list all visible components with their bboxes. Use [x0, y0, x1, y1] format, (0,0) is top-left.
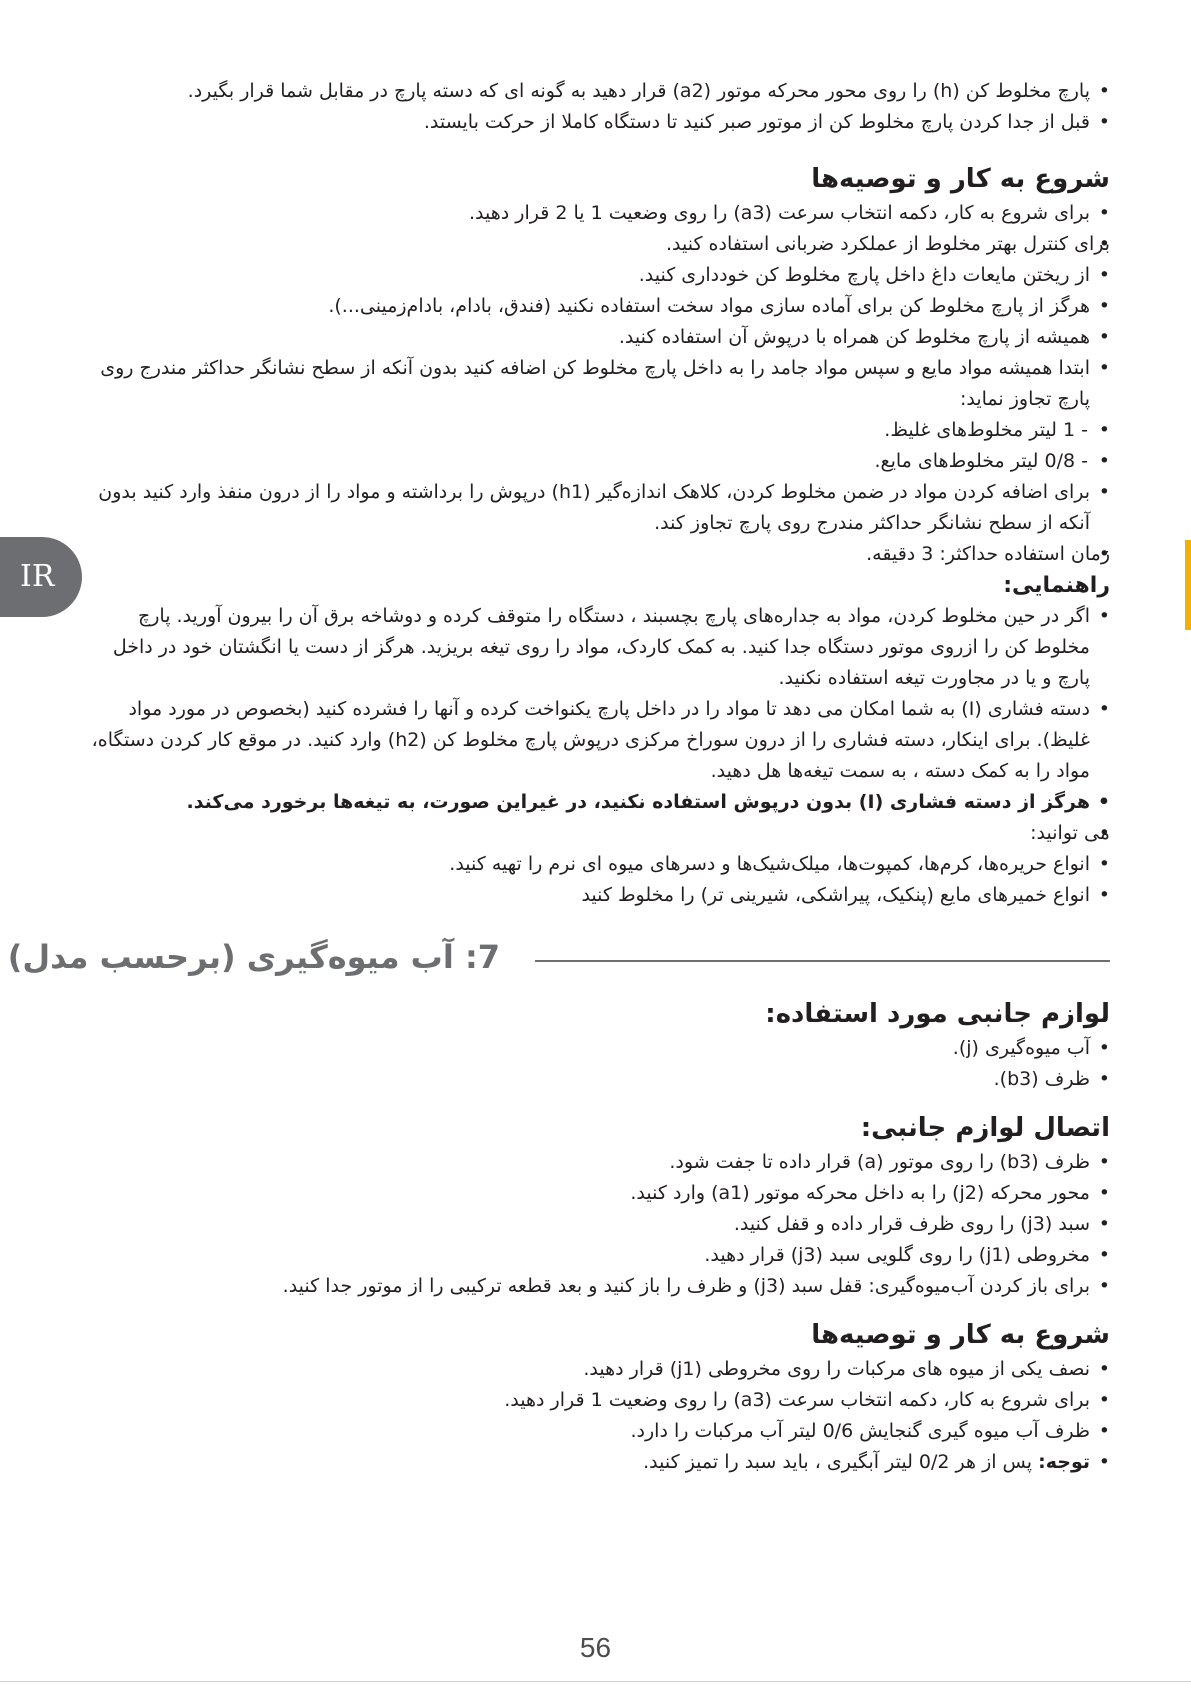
list-item: • دسته فشاری (I) به شما امکان می دهد تا مواد را در داخل پارچ یکنواخت کرده و آنها را فشرده کنید (بخصوص در مورد مواد غلیظ). برای اینکار، دسته فشاری را از درون سوراخ مرکزی درپوش پارچ مخلوط کن (h2) وارد کنید. در موقع کار کردن دستگاه، مواد را به کمک دسته ، به سمت تیغه‌ها هل دهید. [80, 694, 1110, 787]
list-item: • آب میوه‌گیری (j). [80, 1033, 1110, 1064]
list-item: • برای شروع به کار، دکمه انتخاب سرعت (a3) را روی وضعیت 1 یا 2 قرار دهید. [80, 198, 1110, 229]
paragraph: • زمان استفاده حداکثر: 3 دقیقه. [80, 539, 1110, 570]
list-item: • همیشه از پارچ مخلوط کن همراه با درپوش آن استفاده کنید. [80, 322, 1110, 353]
startup-list [80, 198, 1110, 570]
sub-item: • - 1 لیتر مخلوط‌های غلیظ. [80, 415, 1110, 446]
edge-color-marker [1185, 540, 1191, 630]
tips-list [80, 601, 1110, 911]
section-divider [535, 960, 1110, 962]
juicer-instructions [80, 995, 1110, 1478]
language-tab-label: IR [20, 559, 55, 594]
list-item: • قبل از جدا کردن پارچ مخلوط کن از موتور صبر کنید تا دستگاه کاملا از حرکت بایستد. [80, 107, 1110, 138]
tips-heading: راهنمایی: [1003, 573, 1110, 598]
list-item: • ظرف (b3) را روی موتور (a) قرار داده تا جفت شود. [80, 1147, 1110, 1178]
list-item: • انواع حریره‌ها، کرم‌ها، کمپوت‌ها، میلک‌شیک‌ها و دسرهای میوه ای نرم را تهیه کنید. [80, 849, 1110, 880]
list-item: • ظرف آب میوه گیری گنجایش 0/6 لیتر آب مرکبات را دارد. [80, 1416, 1110, 1447]
footer-rule [0, 1681, 1191, 1682]
juicer-startup-heading: شروع به کار و توصیه‌ها [811, 1320, 1110, 1350]
language-tab [0, 537, 82, 617]
note-text: پس از هر 0/2 لیتر آبگیری ، باید سبد را تمیز کنید. [643, 1451, 1039, 1473]
startup-heading: شروع به کار و توصیه‌ها [811, 164, 1110, 194]
blender-instructions [80, 76, 1110, 911]
page-number: 56 [579, 1632, 612, 1663]
warning-item: • هرگز از دسته فشاری (I) بدون درپوش استفاده نکنید، در غیراین صورت، به تیغه‌ها برخورد می‌کند. [80, 787, 1110, 818]
list-item: • انواع خمیرهای مایع (پنکیک، پیراشکی، شیرینی تر) را مخلوط کنید [80, 880, 1110, 911]
accessories-list [80, 1033, 1110, 1095]
section-title: 7: آب میوه‌گیری (برحسب مدل) [7, 938, 500, 976]
list-item: • سبد (j3) را روی ظرف قرار داده و قفل کنید. [80, 1209, 1110, 1240]
list-item: • ابتدا همیشه مواد مایع و سپس مواد جامد را به داخل پارچ مخلوط کن اضافه کنید بدون آنکه از سطح نشانگر حداکثر مندرج روی پارچ تجاوز نماید: [80, 353, 1110, 415]
list-item: • برای باز کردن آب‌میوه‌گیری: قفل سبد (j3) و ظرف را باز کنید و بعد قطعه ترکیبی را از موتور جدا کنید. [80, 1271, 1110, 1302]
note-item [80, 1447, 1110, 1478]
connection-list [80, 1147, 1110, 1302]
list-item: • نصف یکی از میوه های مرکبات را روی مخروطی (j1) قرار دهید. [80, 1354, 1110, 1385]
list-item: • اگر در حین مخلوط کردن، مواد به جداره‌های پارچ بچسبند ، دستگاه را متوقف کرده و دوشاخه برق آن را بیرون آورید. پارچ مخلوط کن را ازروی موتور دستگاه جدا کنید. به کمک کاردک، مواد را روی تیغه بریزید. هرگز از دست یا انگشتان خود در داخل پارچ و یا در مجاورت تیغه استفاده نکنید. [80, 601, 1110, 694]
list-item: • ظرف (b3). [80, 1064, 1110, 1095]
list-item: • پارچ مخلوط کن (h) را روی محور محرکه موتور (a2) قرار دهید به گونه ای که دسته پارچ در مقابل شما قرار بگیرد. [80, 76, 1110, 107]
sub-item: • - 0/8 لیتر مخلوط‌های مایع. [80, 446, 1110, 477]
connection-heading: اتصال لوازم جانبی: [860, 1113, 1110, 1143]
list-item: • مخروطی (j1) را روی گلویی سبد (j3) قرار دهید. [80, 1240, 1110, 1271]
accessories-heading: لوازم جانبی مورد استفاده: [765, 999, 1110, 1029]
note-label: توجه: [1038, 1451, 1090, 1473]
list-item: • برای اضافه کردن مواد در ضمن مخلوط کردن، کلاهک اندازه‌گیر (h1) درپوش را برداشته و مواد را از درون منفذ وارد کنید بدون آنکه از سطح نشانگر حداکثر مندرج روی پارچ تجاوز کند. [80, 477, 1110, 539]
juicer-startup-list [80, 1354, 1110, 1478]
list-item: • برای شروع به کار، دکمه انتخاب سرعت (a3) را روی وضعیت 1 قرار دهید. [80, 1385, 1110, 1416]
paragraph: • می توانید: [80, 818, 1110, 849]
paragraph: • برای کنترل بهتر مخلوط از عملکرد ضربانی استفاده کنید. [80, 229, 1110, 260]
section-header [7, 934, 1110, 980]
list-item: • از ریختن مایعات داغ داخل پارچ مخلوط کن خودداری کنید. [80, 260, 1110, 291]
list-item: • هرگز از پارچ مخلوط کن برای آماده سازی مواد سخت استفاده نکنید (فندق، بادام، بادام‌زمینی...). [80, 291, 1110, 322]
intro-list [80, 76, 1110, 138]
list-item: • محور محرکه (j2) را به داخل محرکه موتور (a1) وارد کنید. [80, 1178, 1110, 1209]
